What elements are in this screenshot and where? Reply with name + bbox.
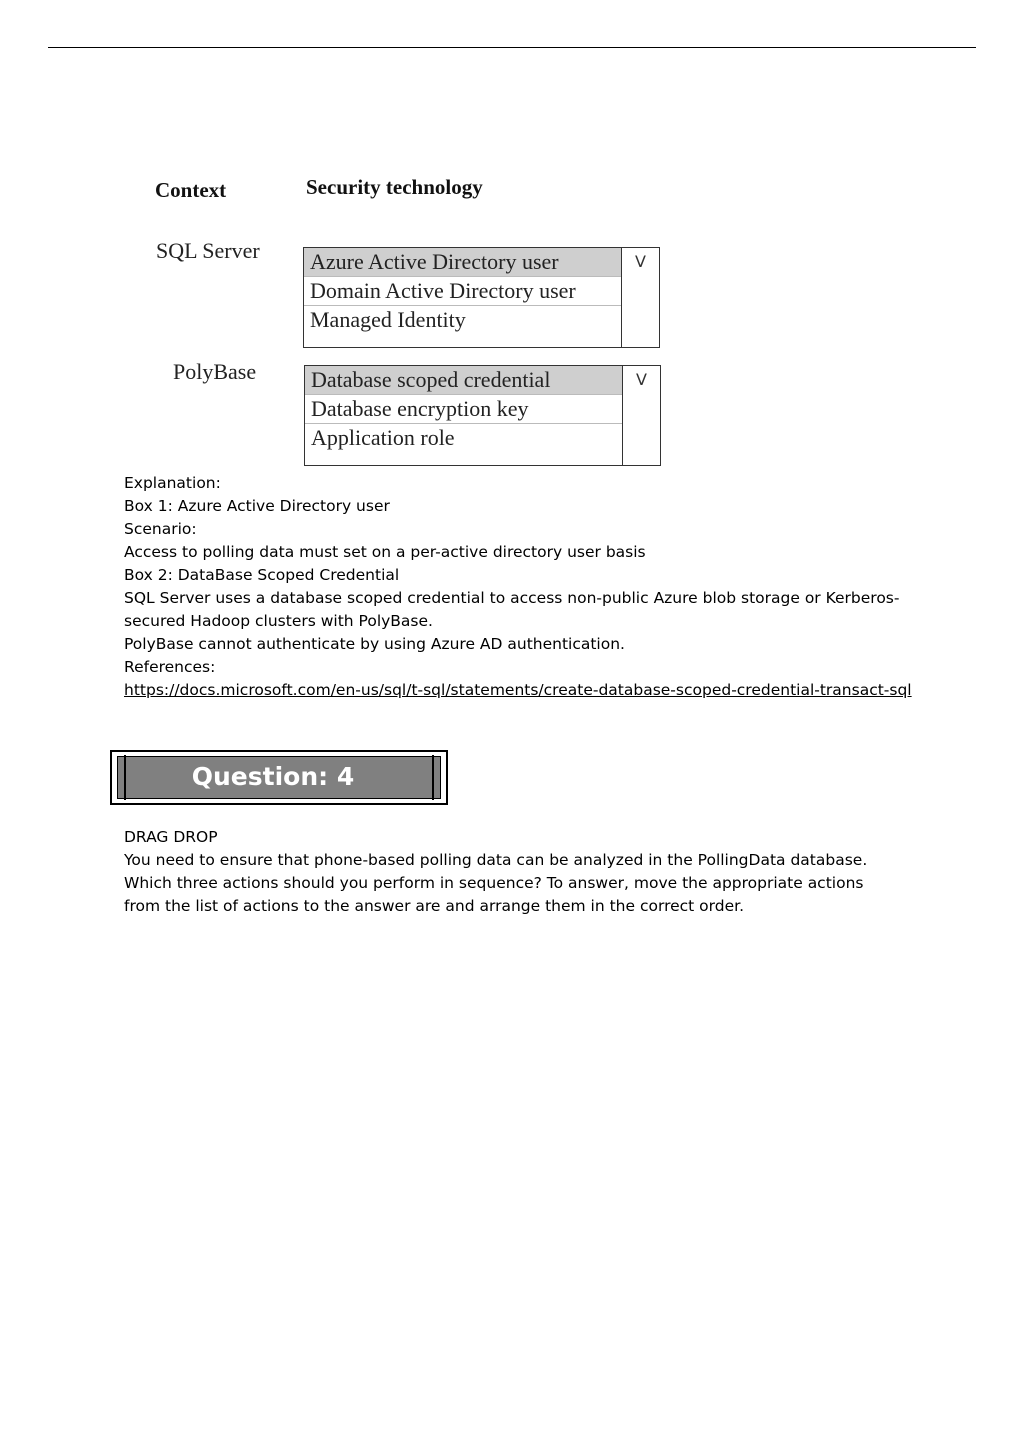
dropdown-options: [305, 366, 623, 465]
polybase-dropdown[interactable]: [304, 365, 661, 466]
sql-server-dropdown[interactable]: [303, 247, 660, 348]
explanation-line: SQL Server uses a database scoped credential to access non-public Azure blob storage or Kerberos-secured Hadoop clusters with PolyBase.: [124, 589, 900, 630]
question-type: DRAG DROP: [124, 828, 218, 846]
question-title: Question: 4: [191, 762, 355, 791]
top-rule: [48, 47, 976, 48]
dropdown-option[interactable]: Managed Identity: [310, 307, 466, 332]
dropdown-options: [304, 248, 622, 347]
explanation-block: [124, 472, 914, 702]
explanation-line: Box 2: DataBase Scoped Credential: [124, 566, 400, 584]
explanation-line: Scenario:: [124, 520, 197, 538]
row-label-sql-server: SQL Server: [156, 238, 260, 263]
question-banner: [110, 750, 448, 805]
dropdown-option-selected[interactable]: Azure Active Directory user: [304, 248, 621, 277]
dropdown-option[interactable]: Domain Active Directory user: [304, 277, 621, 306]
question-text: Which three actions should you perform in sequence? To answer, move the appropriate actions from the list of actions to the answer are and arrange them in the correct order.: [124, 874, 864, 915]
explanation-heading: Explanation:: [124, 474, 221, 492]
chevron-down-icon[interactable]: V: [636, 370, 647, 389]
context-header: Context: [155, 178, 227, 202]
row-label-polybase: PolyBase: [173, 359, 257, 384]
dropdown-option-selected[interactable]: Database scoped credential: [305, 366, 622, 395]
explanation-line: Box 1: Azure Active Directory user: [124, 497, 390, 515]
question-text: You need to ensure that phone-based polling data can be analyzed in the PollingData database.: [124, 851, 868, 869]
dropdown-option[interactable]: Application role: [311, 425, 455, 450]
dropdown-option[interactable]: Database encryption key: [305, 395, 622, 424]
question-body: [124, 826, 884, 918]
explanation-line: PolyBase cannot authenticate by using Azure AD authentication.: [124, 635, 625, 653]
references-heading: References:: [124, 658, 216, 676]
explanation-line: Access to polling data must set on a per-active directory user basis: [124, 543, 646, 561]
chevron-down-icon[interactable]: V: [635, 252, 646, 271]
security-technology-header: Security technology: [306, 175, 483, 199]
question-banner-fill: [117, 756, 441, 799]
reference-link[interactable]: https://docs.microsoft.com/en-us/sql/t-sql/statements/create-database-scoped-credential-transact-sql: [124, 681, 912, 699]
